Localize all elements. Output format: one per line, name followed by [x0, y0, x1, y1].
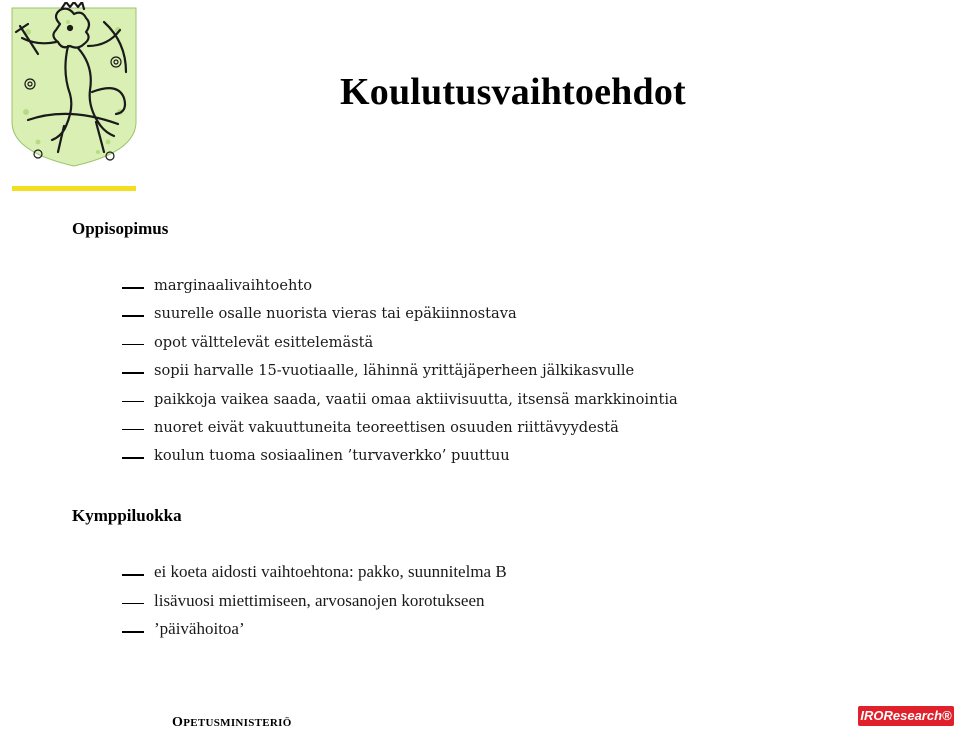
- lion-coat-of-arms-icon: [8, 2, 140, 170]
- coat-of-arms-logo: [8, 2, 140, 170]
- list-item-text: suurelle osalle nuorista vieras tai epäkiinnostava: [154, 305, 517, 323]
- section-heading-kymppiluokka: Kymppiluokka: [72, 506, 182, 525]
- dash-bullet: [122, 287, 144, 289]
- list-item-text: opot välttelevät esittelemästä: [154, 333, 374, 351]
- ministry-initial: O: [172, 715, 184, 730]
- dash-bullet: [122, 401, 144, 403]
- list-item-text: koulun tuoma sosiaalinen ’turvaverkko’ puuttuu: [154, 447, 510, 465]
- list-item-text: marginaalivaihtoehto: [154, 277, 313, 294]
- ministry-footer: [172, 716, 292, 730]
- dash-bullet: [122, 315, 144, 317]
- logo-accent-bar: [12, 186, 136, 191]
- list-item-text: lisävuosi miettimiseen, arvosanojen korotukseen: [154, 590, 485, 610]
- dash-bullet: [122, 574, 144, 576]
- list-item-text: ’päivähoitoa’: [154, 619, 245, 639]
- list-item-text: nuoret eivät vakuuttuneita teoreettisen osuuden riittävyydestä: [154, 418, 619, 436]
- dash-bullet: [122, 372, 144, 374]
- dash-bullet: [122, 603, 144, 605]
- section-heading-oppisopimus: Oppisopimus: [72, 219, 169, 238]
- dash-bullet: [122, 429, 144, 431]
- page-title: Koulutusvaihtoehdot: [340, 71, 686, 113]
- dash-bullet: [122, 631, 144, 633]
- list-item-text: ei koeta aidosti vaihtoehtona: pakko, suunnitelma B: [154, 562, 507, 581]
- dash-bullet: [122, 457, 144, 459]
- list-item-text: sopii harvalle 15-vuotiaalle, lähinnä yrittäjäperheen jälkikasvulle: [154, 362, 635, 380]
- ministry-name-rest: PETUSMINISTERIÖ: [183, 717, 292, 729]
- list-item-text: paikkoja vaikea saada, vaatii omaa aktiivisuutta, itsensä markkinointia: [154, 390, 678, 408]
- iroresearch-logo: IROResearch®: [858, 706, 954, 726]
- dash-bullet: [122, 344, 144, 346]
